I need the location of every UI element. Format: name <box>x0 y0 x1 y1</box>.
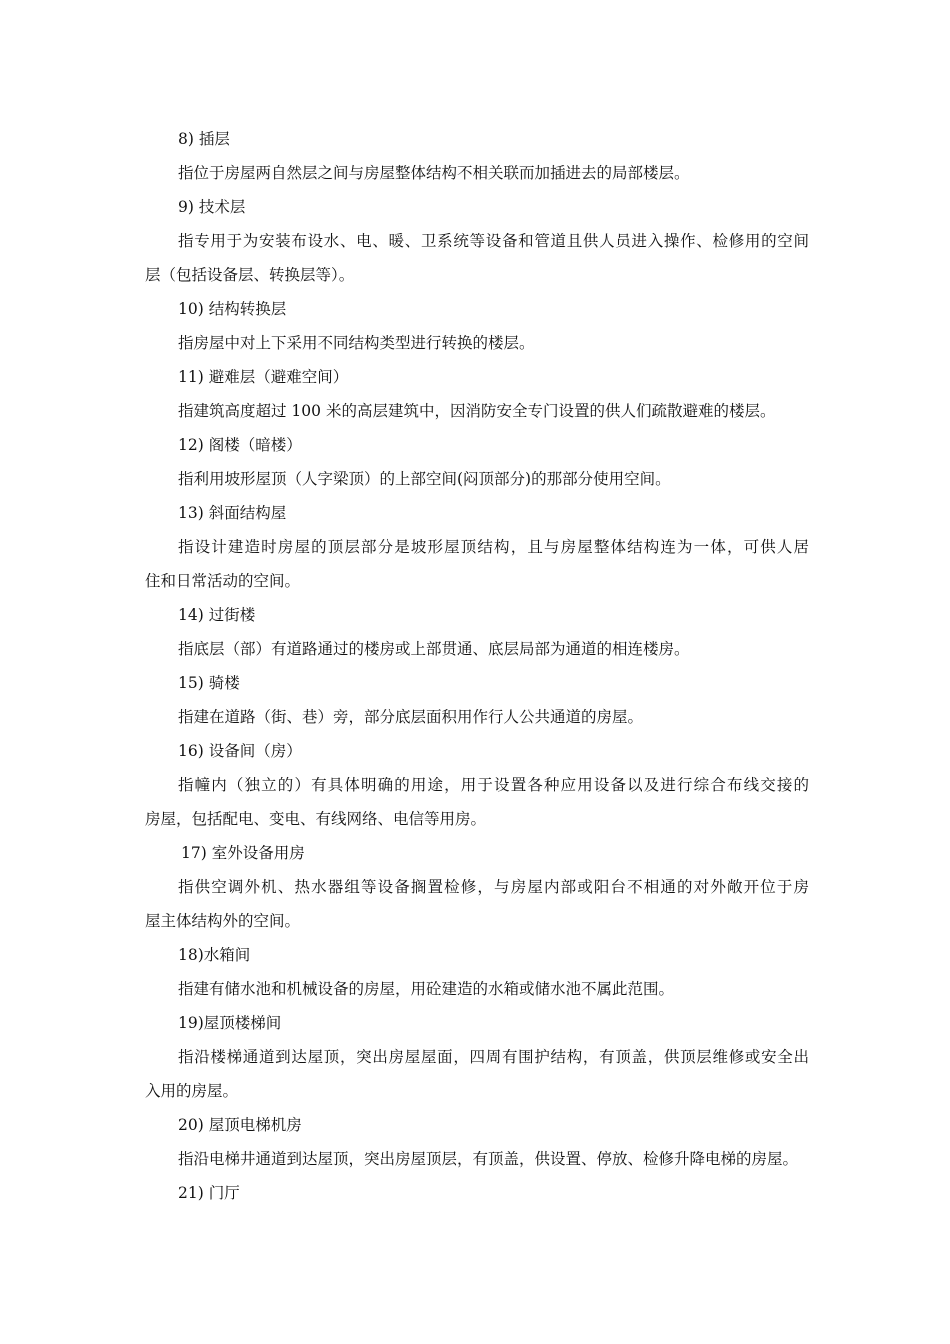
section-text-18: 指建有储水池和机械设备的房屋，用砼建造的水箱或储水池不属此范围。 <box>178 980 675 998</box>
section-heading-21: 21) 门厅 <box>178 1184 240 1202</box>
section-heading-19: 19)屋顶楼梯间 <box>178 1014 282 1032</box>
document-body <box>145 122 809 1210</box>
section-text-17-line-2: 屋主体结构外的空间。 <box>145 912 301 930</box>
section-text-15: 指建在道路（街、巷）旁，部分底层面积用作行人公共通道的房屋。 <box>178 708 644 726</box>
section-heading-14: 14) 过街楼 <box>178 606 256 624</box>
section-text-20: 指沿电梯井通道到达屋顶，突出房屋顶层，有顶盖，供设置、停放、检修升降电梯的房屋。 <box>178 1150 799 1168</box>
section-heading-9: 9) 技术层 <box>178 198 246 216</box>
section-heading-16: 16) 设备间（房） <box>178 742 302 760</box>
section-heading-15: 15) 骑楼 <box>178 674 240 692</box>
section-text-13-line-1: 指设计建造时房屋的顶层部分是坡形屋顶结构，且与房屋整体结构连为一体，可供人居 <box>178 538 809 556</box>
section-heading-20: 20) 屋顶电梯机房 <box>178 1116 302 1134</box>
section-text-11: 指建筑高度超过 100 米的高层建筑中，因消防安全专门设置的供人们疏散避难的楼层。 <box>178 402 776 420</box>
section-heading-11: 11) 避难层（避难空间） <box>178 368 349 386</box>
section-heading-13: 13) 斜面结构屋 <box>178 504 287 522</box>
section-text-8: 指位于房屋两自然层之间与房屋整体结构不相关联而加插进去的局部楼层。 <box>178 164 690 182</box>
section-heading-12: 12) 阁楼（暗楼） <box>178 436 302 454</box>
section-text-19-line-1: 指沿楼梯通道到达屋顶，突出房屋屋面，四周有围护结构，有顶盖，供顶层维修或安全出 <box>178 1048 809 1066</box>
section-text-16-line-1: 指幢内（独立的）有具体明确的用途，用于设置各种应用设备以及进行综合布线交接的 <box>178 776 809 794</box>
section-heading-17: 17) 室外设备用房 <box>181 844 305 862</box>
section-heading-8: 8) 插层 <box>178 130 230 148</box>
section-text-9-line-2: 层（包括设备层、转换层等）。 <box>145 266 355 284</box>
section-text-14: 指底层（部）有道路通过的楼房或上部贯通、底层局部为通道的相连楼房。 <box>178 640 690 658</box>
section-heading-18: 18)水箱间 <box>178 946 251 964</box>
section-heading-10: 10) 结构转换层 <box>178 300 287 318</box>
section-text-17-line-1: 指供空调外机、热水器组等设备搁置检修，与房屋内部或阳台不相通的对外敞开位于房 <box>178 878 809 896</box>
section-text-10: 指房屋中对上下采用不同结构类型进行转换的楼层。 <box>178 334 535 352</box>
section-text-19-line-2: 入用的房屋。 <box>145 1082 239 1100</box>
section-text-9-line-1: 指专用于为安装布设水、电、暖、卫系统等设备和管道且供人员进入操作、检修用的空间 <box>178 232 809 250</box>
section-text-16-line-2: 房屋，包括配电、变电、有线网络、电信等用房。 <box>145 810 487 828</box>
section-text-13-line-2: 住和日常活动的空间。 <box>145 572 301 590</box>
section-text-12: 指利用坡形屋顶（人字梁顶）的上部空间(闷顶部分)的那部分使用空间。 <box>178 470 671 488</box>
